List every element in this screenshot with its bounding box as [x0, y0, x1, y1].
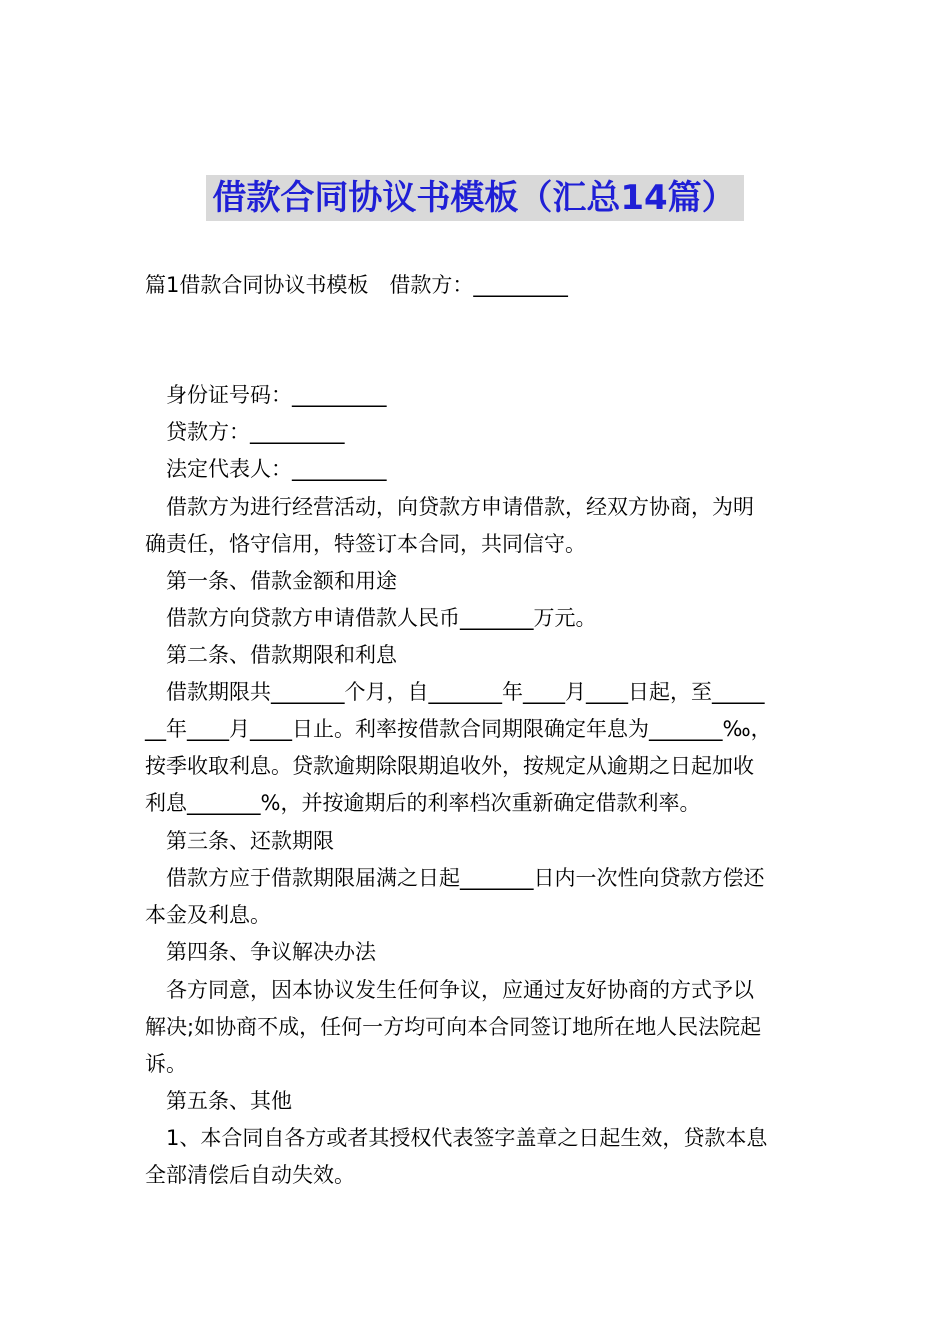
article3-paragraph: [145, 860, 810, 934]
article2-line: 借款期限共_______个月，自_______年____月____日起，至_____: [166, 680, 765, 704]
article2-paragraph: [145, 674, 810, 822]
article2-line: 按季收取利息。贷款逾期除限期追收外，按规定从逾期之日起加收: [145, 754, 754, 778]
article5-line: 全部清偿后自动失效。: [145, 1163, 355, 1187]
article4-line: 解决;如协商不成，任何一方均可向本合同签订地所在地人民法院起: [145, 1015, 762, 1039]
article4-line: 各方同意，因本协议发生任何争议，应通过友好协商的方式予以: [166, 978, 754, 1002]
title-container: [0, 175, 950, 221]
legal-representative-field: 法定代表人：_________: [166, 457, 387, 481]
article3-line: 借款方应于借款期限届满之日起_______日内一次性向贷款方偿还: [166, 866, 765, 890]
article2-heading: 第二条、借款期限和利息: [166, 643, 397, 667]
article4-paragraph: [145, 972, 810, 1083]
article3-heading: 第三条、还款期限: [166, 829, 334, 853]
article3-line: 本金及利息。: [145, 903, 271, 927]
article5-line: 1、本合同自各方或者其授权代表签字盖章之日起生效，贷款本息: [166, 1126, 768, 1150]
article2-line: __年____月____日止。利率按借款合同期限确定年息为_______‰，: [145, 717, 772, 741]
article4-line: 诉。: [145, 1052, 187, 1076]
article5-heading: 第五条、其他: [166, 1089, 292, 1113]
preamble-paragraph: [145, 489, 810, 563]
preamble-line: 借款方为进行经营活动，向贷款方申请借款，经双方协商，为明: [166, 495, 754, 519]
article2-line: 利息_______%，并按逾期后的利率档次重新确定借款利率。: [145, 791, 701, 815]
article1-heading: 第一条、借款金额和用途: [166, 569, 397, 593]
id-number-field: 身份证号码：_________: [166, 383, 387, 407]
article4-heading: 第四条、争议解决办法: [166, 940, 376, 964]
document-title: 借款合同协议书模板（汇总14篇）: [206, 175, 743, 221]
article1-body: 借款方向贷款方申请借款人民币_______万元。: [166, 606, 597, 630]
lender-field: 贷款方：_________: [166, 420, 345, 444]
preamble-line: 确责任，恪守信用，特签订本合同，共同信守。: [145, 532, 586, 556]
article5-paragraph: [145, 1120, 810, 1194]
intro-line: 篇1借款合同协议书模板 借款方：_________: [145, 273, 568, 297]
